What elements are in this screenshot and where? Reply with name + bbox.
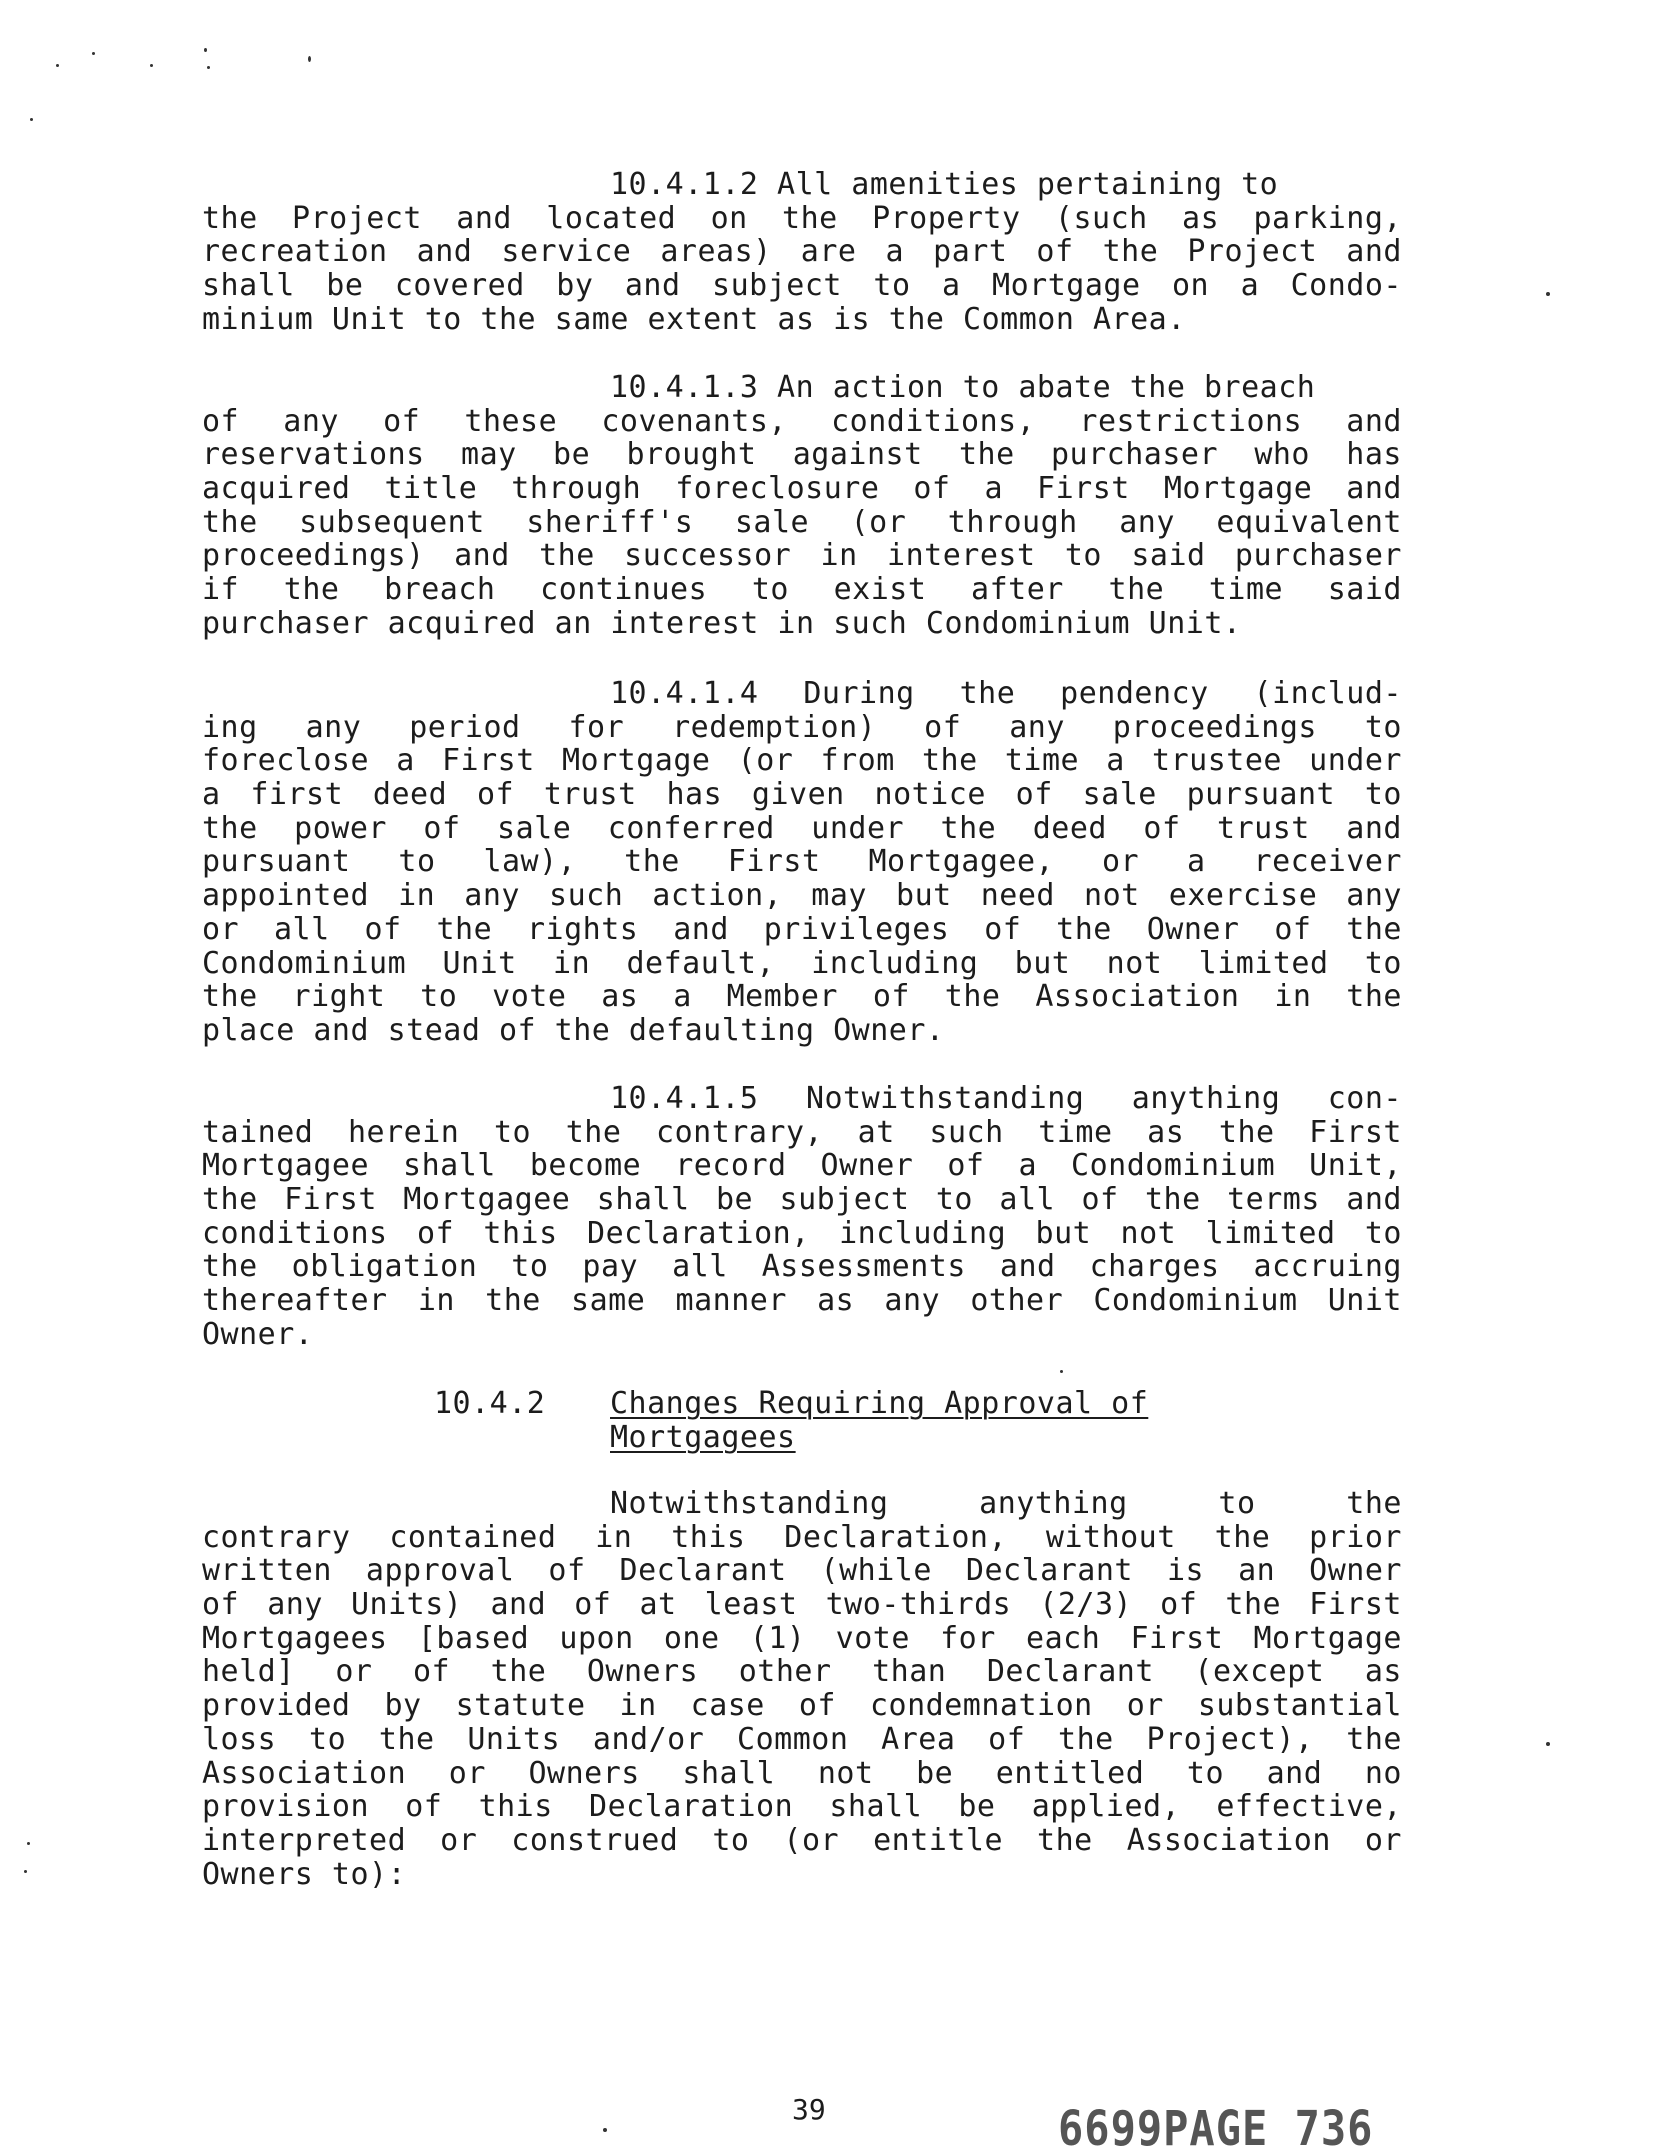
paragraph-line: the obligation to pay all Assessments and charges accruing xyxy=(202,1249,1402,1285)
paragraph-line: 10.4.1.5 Notwithstanding anything con- xyxy=(610,1081,1402,1116)
paragraph-line: a first deed of trust has given notice of sale pursuant to xyxy=(202,777,1402,813)
paragraph-line: pursuant to law), the First Mortgagee, or a receiver xyxy=(202,844,1402,880)
paragraph-10-4-1-3 xyxy=(202,371,1402,641)
paragraph-line: contrary contained in this Declaration, without the prior xyxy=(202,1519,1402,1555)
paragraph-line: appointed in any such action, may but need not exercise any xyxy=(202,878,1402,914)
paragraph-line: foreclose a First Mortgage (or from the time a trustee under xyxy=(202,743,1402,779)
paragraph-line: recreation and service areas) are a part of the Project and xyxy=(202,234,1402,270)
paragraph-10-4-1-5 xyxy=(202,1082,1402,1352)
paragraph-line: purchaser acquired an interest in such Condominium Unit. xyxy=(202,605,1242,641)
paragraph-line: of any Units) and of at least two-thirds (2/3) of the First xyxy=(202,1587,1402,1623)
paragraph-line: the power of sale conferred under the deed of trust and xyxy=(202,810,1402,846)
paragraph-line: the right to vote as a Member of the Association in the xyxy=(202,979,1402,1015)
paragraph-line: Condominium Unit in default, including but not limited to xyxy=(202,945,1402,981)
recording-stamp: 6699PAGE 736 xyxy=(1058,2100,1374,2156)
paragraph-line: proceedings) and the successor in interest to said purchaser xyxy=(202,538,1402,574)
paragraph-line: loss to the Units and/or Common Area of the Project), the xyxy=(202,1721,1402,1757)
paragraph-line: the subsequent sheriff's sale (or through any equivalent xyxy=(202,504,1402,540)
paragraph-line: if the breach continues to exist after the time said xyxy=(202,572,1402,608)
paragraph-line: Association or Owners shall not be entitled to and no xyxy=(202,1755,1402,1791)
paragraph-line: shall be covered by and subject to a Mortgage on a Condo- xyxy=(202,268,1402,304)
paragraph-line: thereafter in the same manner as any other Condominium Unit xyxy=(202,1283,1402,1319)
paragraph-line: provision of this Declaration shall be applied, effective, xyxy=(202,1789,1402,1825)
paragraph-line: of any of these covenants, conditions, restrictions and xyxy=(202,403,1402,439)
section-title xyxy=(610,1387,1210,1454)
paragraph-line: 10.4.1.4 During the pendency (includ- xyxy=(610,676,1402,711)
paragraph-line: provided by statute in case of condemnation or substantial xyxy=(202,1688,1402,1724)
paragraph-line: minium Unit to the same extent as is the Common Area. xyxy=(202,301,1186,337)
paragraph-line: held] or of the Owners other than Declarant (except as xyxy=(202,1654,1402,1690)
paragraph-line: acquired title through foreclosure of a First Mortgage and xyxy=(202,471,1402,507)
paragraph-10-4-1-4 xyxy=(202,677,1402,1048)
paragraph-line: or all of the rights and privileges of the Owner of the xyxy=(202,911,1402,947)
paragraph-line: Mortgagee shall become record Owner of a Condominium Unit, xyxy=(202,1148,1402,1184)
paragraph-line: the First Mortgagee shall be subject to all of the terms and xyxy=(202,1182,1402,1218)
paragraph-line: reservations may be brought against the purchaser who has xyxy=(202,437,1402,473)
paragraph-line: 10.4.1.2 All amenities pertaining to xyxy=(610,167,1279,202)
section-number: 10.4.2 xyxy=(434,1386,546,1421)
paragraph-line: Owner. xyxy=(202,1316,314,1352)
paragraph-line: tained herein to the contrary, at such time as the First xyxy=(202,1114,1402,1150)
paragraph-line: Owners to): xyxy=(202,1856,407,1892)
paragraph-line: Notwithstanding anything to the xyxy=(610,1486,1402,1521)
paragraph-line: conditions of this Declaration, including but not limited to xyxy=(202,1215,1402,1251)
paragraph-10-4-2-body xyxy=(202,1487,1402,1891)
section-title-line: Mortgagees xyxy=(610,1419,796,1455)
paragraph-line: the Project and located on the Property (such as parking, xyxy=(202,200,1402,236)
paragraph-line: Mortgagees [based upon one (1) vote for each First Mortgage xyxy=(202,1620,1402,1656)
paragraph-line: interpreted or construed to (or entitle the Association or xyxy=(202,1822,1402,1858)
paragraph-10-4-1-2 xyxy=(202,168,1402,336)
paragraph-line: 10.4.1.3 An action to abate the breach xyxy=(610,370,1316,405)
paragraph-line: place and stead of the defaulting Owner. xyxy=(202,1012,945,1048)
section-title-line: Changes Requiring Approval of xyxy=(610,1386,1149,1421)
page-number: 39 xyxy=(792,2093,826,2126)
paragraph-line: ing any period for redemption) of any proceedings to xyxy=(202,709,1402,745)
paragraph-line: written approval of Declarant (while Declarant is an Owner xyxy=(202,1553,1402,1589)
